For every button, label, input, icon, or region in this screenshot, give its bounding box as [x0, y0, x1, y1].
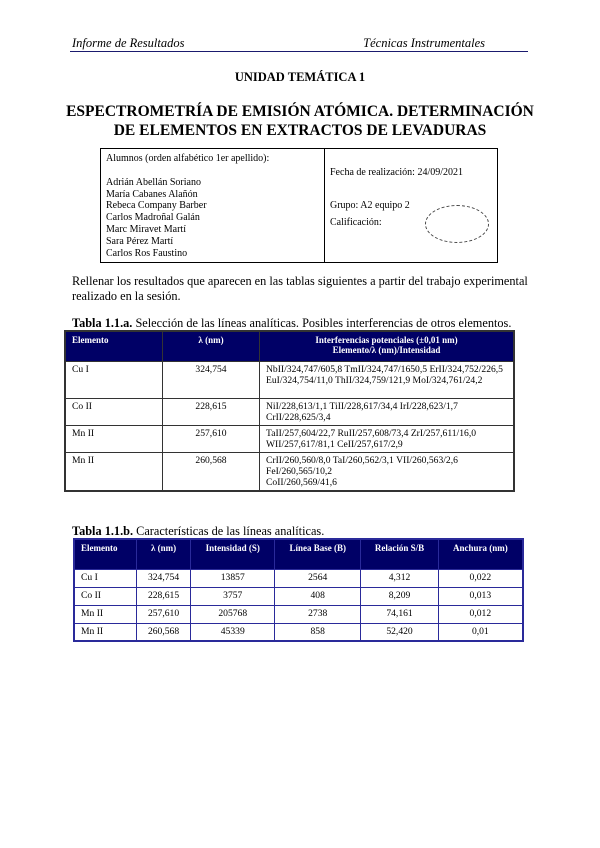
unit-heading: UNIDAD TEMÁTICA 1 — [234, 70, 366, 84]
date-field: Fecha de realización: 24/09/2021 — [330, 167, 464, 178]
student-name: Carlos Ros Faustino — [106, 247, 188, 259]
interference-line: EuI/324,754/11,0 ThII/324,759/121,9 MoI/324,761/24,2 — [266, 374, 483, 386]
info-box — [100, 148, 498, 263]
width-cell: 0,01 — [438, 623, 523, 641]
students-cell — [101, 149, 325, 262]
baseline-cell: 858 — [275, 623, 361, 641]
table-row — [65, 361, 514, 398]
sb-ratio-cell: 8,209 — [361, 587, 438, 605]
col-header: Relación S/B — [361, 539, 438, 569]
header-right: Técnicas Instrumentales — [363, 36, 485, 50]
header-line: Interferencias potenciales (±0,01 nm) — [315, 335, 458, 345]
table-row — [74, 569, 523, 587]
interference-line: TaII/257,604/22,7 RuII/257,608/73,4 ZrI/257,611/16,0 — [266, 427, 477, 439]
col-header: Anchura (nm) — [438, 539, 523, 569]
document-title: ESPECTROMETRÍA DE EMISIÓN ATÓMICA. DETERMINACIÓN DE ELEMENTOS EN EXTRACTOS DE LEVADURAS — [66, 103, 534, 139]
group-field: Grupo: A2 equipo 2 — [330, 200, 410, 211]
interference-line: NiI/228,613/1,1 TiII/228,617/34,4 IrI/228,623/1,7 CrII/228,625/3,4 — [266, 400, 458, 423]
header-left: Informe de Resultados — [72, 36, 185, 50]
header-rule — [70, 51, 528, 52]
table-row — [74, 587, 523, 605]
intensity-cell: 13857 — [191, 569, 275, 587]
students-label: Alumnos (orden alfabético 1er apellido): — [106, 153, 270, 164]
table-b — [73, 538, 524, 642]
students-list — [106, 177, 319, 260]
table-a — [64, 330, 515, 492]
col-header: Línea Base (B) — [275, 539, 361, 569]
table-row — [74, 605, 523, 623]
interferences-cell — [260, 425, 515, 452]
element-cell: Co II — [65, 398, 163, 425]
grade-oval — [425, 205, 489, 243]
header-line: Elemento/λ (nm)/Intensidad — [332, 345, 441, 355]
element-cell: Mn II — [65, 452, 163, 491]
wavelength-cell: 260,568 — [163, 452, 260, 491]
table-b-caption — [72, 524, 324, 539]
wavelength-cell: 260,568 — [136, 623, 191, 641]
caption-label: Tabla 1.1.b. — [72, 524, 134, 538]
col-header: λ (nm) — [163, 331, 260, 361]
details-cell — [325, 149, 497, 262]
col-header — [260, 331, 515, 361]
wavelength-cell: 324,754 — [136, 569, 191, 587]
interference-line: CrII/260,560/8,0 TaI/260,562/3,1 VII/260,563/2,6 FeI/260,565/10,2 — [266, 454, 458, 477]
sb-ratio-cell: 4,312 — [361, 569, 438, 587]
wavelength-cell: 228,615 — [136, 587, 191, 605]
col-header: Intensidad (S) — [191, 539, 275, 569]
student-name: Adrián Abellán Soriano — [106, 176, 201, 188]
element-cell: Cu I — [74, 569, 136, 587]
baseline-cell: 2738 — [275, 605, 361, 623]
table-a-caption — [72, 316, 511, 331]
instructions-text: Rellenar los resultados que aparecen en las tablas siguientes a partir del trabajo experimental realizado en la sesión. — [72, 274, 528, 303]
table-row — [65, 398, 514, 425]
width-cell: 0,022 — [438, 569, 523, 587]
student-name: Marc Miravet Martí — [106, 223, 186, 235]
table-row — [74, 623, 523, 641]
sb-ratio-cell: 74,161 — [361, 605, 438, 623]
grade-label: Calificación: — [330, 217, 382, 228]
wavelength-cell: 257,610 — [136, 605, 191, 623]
wavelength-cell: 257,610 — [163, 425, 260, 452]
col-header: λ (nm) — [136, 539, 191, 569]
width-cell: 0,013 — [438, 587, 523, 605]
student-name: Rebeca Company Barber — [106, 200, 207, 212]
element-cell: Mn II — [74, 623, 136, 641]
student-name: Carlos Madroñal Galán — [106, 212, 200, 224]
interference-line: CoII/260,569/41,6 — [266, 476, 337, 488]
caption-label: Tabla 1.1.a. — [72, 316, 133, 330]
table-row — [65, 425, 514, 452]
interference-line: NbII/324,747/605,8 TmII/324,747/1650,5 ErII/324,752/226,5 — [266, 363, 503, 375]
caption-text: Selección de las líneas analíticas. Posibles interferencias de otros elementos. — [132, 316, 512, 330]
interferences-cell — [260, 361, 515, 398]
student-name: María Cabanes Alañón — [106, 188, 198, 200]
width-cell: 0,012 — [438, 605, 523, 623]
intensity-cell: 45339 — [191, 623, 275, 641]
intensity-cell: 205768 — [191, 605, 275, 623]
col-header: Elemento — [74, 539, 136, 569]
element-cell: Co II — [74, 587, 136, 605]
sb-ratio-cell: 52,420 — [361, 623, 438, 641]
table-row — [65, 452, 514, 491]
wavelength-cell: 228,615 — [163, 398, 260, 425]
interference-line: WII/257,617/81,1 CeII/257,617/2,9 — [266, 438, 403, 450]
student-name: Sara Pérez Martí — [106, 235, 174, 247]
element-cell: Mn II — [65, 425, 163, 452]
baseline-cell: 408 — [275, 587, 361, 605]
intensity-cell: 3757 — [191, 587, 275, 605]
baseline-cell: 2564 — [275, 569, 361, 587]
element-cell: Mn II — [74, 605, 136, 623]
col-header: Elemento — [65, 331, 163, 361]
interferences-cell — [260, 398, 515, 425]
element-cell: Cu I — [65, 361, 163, 398]
interferences-cell — [260, 452, 515, 491]
wavelength-cell: 324,754 — [163, 361, 260, 398]
caption-text: Características de las líneas analíticas. — [133, 524, 325, 538]
